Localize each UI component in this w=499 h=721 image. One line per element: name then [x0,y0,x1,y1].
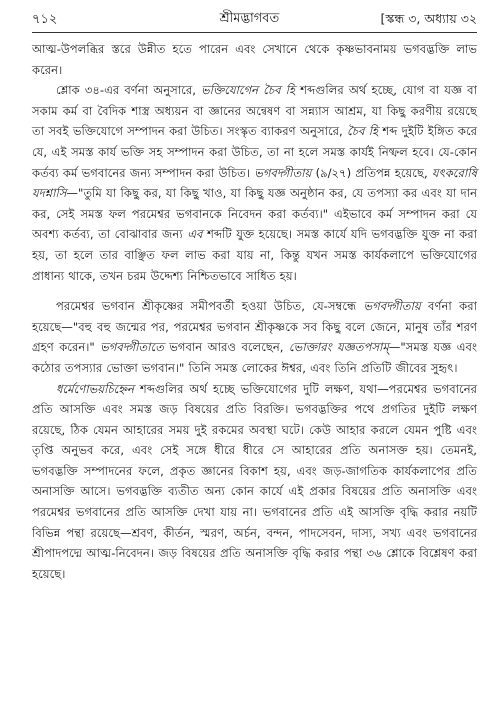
paragraph-p2 [32,80,477,286]
text-run: বর্ণনা করা হয়েছে—"বহু বহু জন্মের পর, পরমেশ্বর ভগবান শ্রীকৃষ্ণকে সব কিছু বলে জেনে, মানুষ তাঁর শরণ গ্রহণ করেন।" [32,299,477,355]
running-header [32,10,477,33]
italic-term: ধর্মেণোভয়চিহ্নেন [56,381,134,396]
text-run: শব্দটি যুক্ত হয়েছে। সমস্ত কার্যে যদি ভগবদ্ভক্তি যুক্ত না করা হয়, তা হলে তার বাঞ্ছিত ফল লাভ করা যায় না, কিন্তু যখন সমস্ত কার্যকলাপে ভক্তিযোগের প্রাধান্য থাকে, তখন চরম উদ্দেশ্য নিশ্চিতভাবে সাধিত হয়। [32,227,477,283]
italic-term: ভক্তিযোগেন চৈব হি [200,83,296,98]
paragraph-p1 [32,39,477,80]
paragraph-p4 [32,379,477,585]
purport-text [32,39,477,584]
italic-term: যৎকরোষি যদশ্নাসি [32,165,477,201]
italic-term: ভগবদ্গীতাতে [100,340,164,355]
text-run: শব্দগুলির অর্থ হচ্ছে ভক্তিযোগের দুটি লক্ষণ, যথা—পরমেশ্বর ভগবানের প্রতি আসক্তি এবং সমস্ত জড় বিষয়ের প্রতি বিরক্তি। ভগবদ্ভক্তির পথে প্রগতির দুইটি লক্ষণ রয়েছে, ঠিক যেমন আহারের সময় দুই রকমের অবস্থা ঘটে। কেউ আহার করলে যেমন পুষ্টি এবং তৃপ্তি অনুভব করে, এবং সেই সঙ্গে ধীরে ধীরে সে আহারের প্রতি অনাসক্ত হয়। তেমনই, ভগবদ্ভক্তি সম্পাদনের ফলে, প্রকৃত জ্ঞানের বিকাশ হয়, এবং জড়-জাগতিক কার্যকলাপের প্রতি অনাসক্তি আসে। ভগবদ্ভক্তি ব্যতীত অন্য কোন কার্যে এই প্রকার বিষয়ের প্রতি অনাসক্তি এবং পরমেশ্বর ভগবানের প্রতি আসক্তি দেখা যায় না। ভগবানের প্রতি এই আসক্তি বৃদ্ধি করার নয়টি বিভিন্ন পন্থা রয়েছে—শ্রবণ, কীর্তন, স্মরণ, অর্চন, বন্দন, পাদসেবন, দাস্য, সখ্য এবং ভগবানের শ্রীপাদপদ্মে আত্ম-নিবেদন। জড় বিষয়ের প্রতি অনাসক্তি বৃদ্ধি করার পন্থা ৩৬ শ্লোকে বিশ্লেষণ করা হয়েছে। [32,381,477,581]
section-reference: [স্কন্ধ ৩, অধ্যায় ৩২ [380,11,477,26]
text-run: (৯/২৭) প্রতিপন্ন হয়েছে, [311,165,432,180]
text-run: শব্দ দুইটি ইঙ্গিত করে যে, এই সমস্ত কার্য ভক্তি সহ সম্পাদন করা উচিত, তা না হলে সমস্ত কার্যই নিষ্ফল হবে। যে-কোন কর্তব্য কর্ম ভগবানের জন্য সম্পাদন করা উচিত। [32,124,477,180]
italic-term: ভোক্তারং যজ্ঞতপসাম্ [288,340,389,355]
text-run: —"তুমি যা কিছু কর, যা কিছু খাও, যা কিছু যজ্ঞ অনুষ্ঠান কর, যে তপস্যা কর এবং যা দান কর, সেই সমস্ত ফল পরমেশ্বর ভগবানকে নিবেদন করা কর্তব্য।" এইভাবে কর্ম সম্পাদন করা যে অবশ্য কর্তব্য, তা বোঝাবার জন্য [32,186,477,242]
text-run: পরমেশ্বর ভগবান শ্রীকৃষ্ণের সমীপবর্তী হওয়া উচিত, যে-সম্বন্ধে [56,299,364,314]
text-run: ভগবান আরও বলেছেন, [163,340,289,355]
italic-term: চৈব হি [347,124,379,139]
text-run: শব্দগুলির অর্থ হচ্ছে, যোগ বা যজ্ঞ বা সকাম কর্ম বা বৈদিক শাস্ত্র অধ্যয়ন বা জ্ঞানের অন্বেষণ বা সন্ন্যাস আশ্রম, যা কিছু করণীয় রয়েছে তা সবই ভক্তিযোগে সম্পাদন করা উচিত। সংস্কৃত ব্যাকরণ অনুসারে, [32,83,477,139]
page-number: ৭১২ [32,12,58,27]
text-run: শ্লোক ৩৪-এর বর্ণনা অনুসারে, [56,83,201,98]
text-run: —"সমস্ত যজ্ঞ এবং কঠোর তপস্যার ভোক্তা ভগবান।" তিনি সমস্ত লোকের ঈশ্বর, এবং তিনি প্রতিটি জীবের সুহৃৎ। [32,340,477,375]
text-run: আত্ম-উপলব্ধির স্তরে উন্নীত হতে পারেন এবং সেখানে থেকে কৃষ্ণভাবনাময় ভগবদ্ভক্তি লাভ করেন। [32,42,477,77]
paragraph-p3 [32,296,477,378]
book-title: শ্রীমদ্ভাগবত [219,11,280,26]
italic-term: ভগবদ্গীতায় [254,165,312,180]
italic-term: ভগবদ্গীতায় [363,299,421,314]
italic-term: এব [187,227,203,242]
